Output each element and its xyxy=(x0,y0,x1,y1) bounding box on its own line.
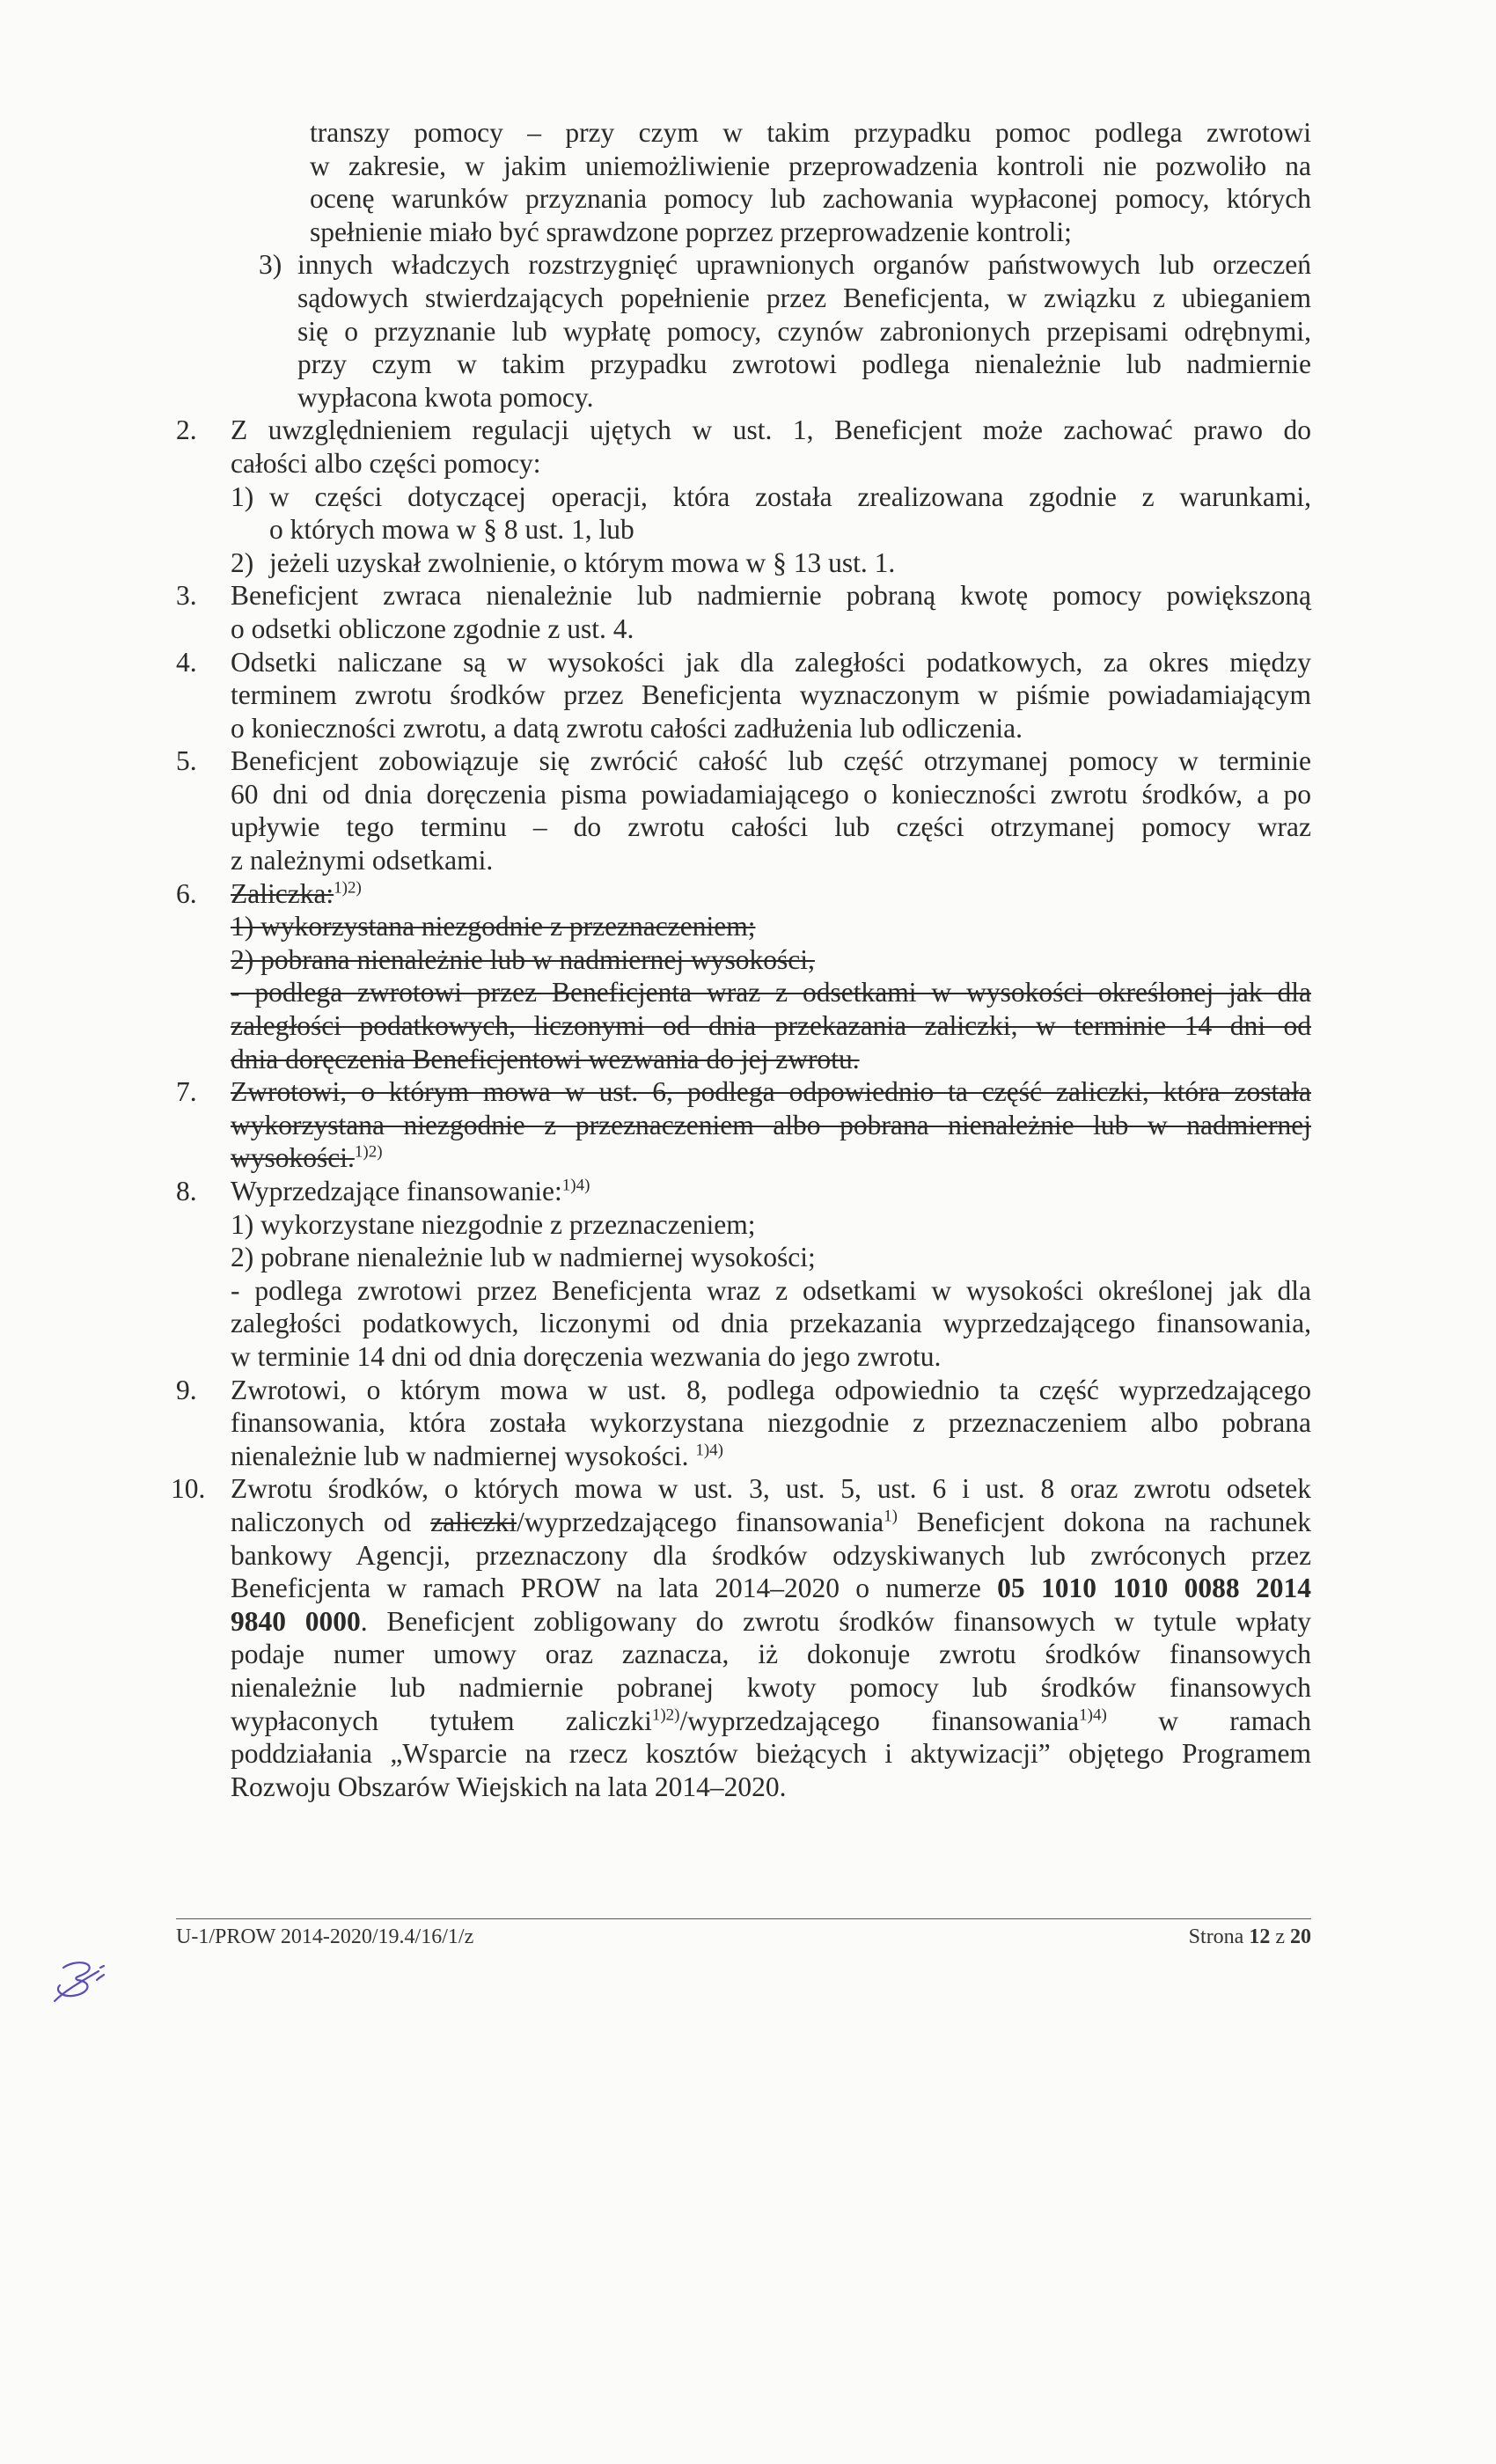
footnote-ref: 1)2) xyxy=(354,1142,383,1162)
handwritten-initials-signature xyxy=(46,1955,125,2008)
struck-text: - podlega zwrotowi przez Beneficjenta wraz z odsetkami w wysokości określonej jak dla xyxy=(231,977,1311,1008)
text-line: o konieczności zwrotu, a datą zwrotu całości zadłużenia lub odliczenia. xyxy=(231,712,1023,744)
struck-title xyxy=(231,877,1311,911)
footnote-ref: 1)2) xyxy=(651,1705,680,1724)
text-line: innych władczych rozstrzygnięć uprawnionych organów państwowych lub orzeczeń xyxy=(297,249,1311,281)
paragraph-9 xyxy=(176,1374,1311,1473)
paragraph-number: 5. xyxy=(176,745,197,777)
paragraph-5 xyxy=(176,744,1311,876)
text-line: w zakresie, w jakim uniemożliwienie przeprowadzenia kontroli nie pozwoliło na xyxy=(310,150,1311,181)
paragraph-title xyxy=(231,1175,1311,1208)
text-line: bankowy Agencji, przeznaczony dla środków odzyskiwanych lub zwróconych przez xyxy=(231,1539,1311,1571)
text-line: Odsetki naliczane są w wysokości jak dla zaległości podatkowych, za okres między xyxy=(231,646,1311,678)
footnote-ref: 1)4) xyxy=(695,1441,724,1460)
text-line: zaległości podatkowych, liczonymi od dnia przekazania wyprzedzającego finansowania, xyxy=(231,1308,1311,1339)
title-text: Wyprzedzające finansowanie: xyxy=(231,1176,562,1206)
subpoint-number: 1) xyxy=(231,480,254,512)
text-line: o odsetki obliczone zgodnie z ust. 4. xyxy=(231,612,634,644)
text-line: całości albo części pomocy: xyxy=(231,447,541,479)
struck-text: wysokości. xyxy=(231,1142,355,1174)
text-line-mixed xyxy=(231,1605,1311,1639)
text-fragment: . Beneficjent zobligowany do zwrotu środków finansowych w tytule wpłaty xyxy=(360,1605,1312,1637)
text-fragment: /wyprzedzającego finansowania xyxy=(517,1506,884,1537)
struck-text: Zaliczka: xyxy=(231,877,334,909)
text-line: przy czym w takim przypadku zwrotowi podlega nienależnie lub nadmiernie xyxy=(297,348,1311,380)
paragraph-number: 7. xyxy=(176,1076,197,1108)
struck-text: Zwrotowi, o którym mowa w ust. 6, podlega odpowiednio ta część zaliczki, która została xyxy=(231,1076,1311,1108)
text-line: Zwrotowi, o którym mowa w ust. 8, podlega odpowiednio ta część wyprzedzającego xyxy=(231,1374,1311,1405)
paragraph-number: 9. xyxy=(176,1374,197,1405)
text-line: wypłacona kwota pomocy. xyxy=(297,381,594,413)
page-current: 12 xyxy=(1249,1925,1271,1948)
text-line: sądowych stwierdzających popełnienie przez Beneficjenta, w związku z ubieganiem xyxy=(297,282,1311,313)
page-prefix: Strona xyxy=(1188,1925,1250,1948)
text-line: Z uwzględnieniem regulacji ujętych w ust. 1, Beneficjent może zachować prawo do xyxy=(231,414,1311,446)
footnote-ref: 1)4) xyxy=(561,1176,590,1195)
text-line: ocenę warunków przyznania pomocy lub zachowania wypłaconej pomocy, których xyxy=(310,183,1311,215)
last-line xyxy=(231,1440,1311,1473)
struck-text: zaliczki xyxy=(430,1506,517,1537)
text-line: poddziałania „Wsparcie na rzecz kosztów bieżących i aktywizacji” objętego Programem xyxy=(231,1738,1311,1770)
text-line: nienależnie lub w nadmiernej wysokości. xyxy=(231,1440,689,1471)
paragraph-number: 10. xyxy=(171,1473,206,1505)
footer-divider xyxy=(176,1918,1311,1919)
paragraph-7-struck xyxy=(176,1075,1311,1175)
paragraph-number: 3. xyxy=(176,580,197,612)
text-line-mixed xyxy=(231,1705,1311,1738)
footnote-ref: 1)2) xyxy=(334,878,362,898)
text-line: podaje numer umowy oraz zaznacza, iż dokonuje zwrotu środków finansowych xyxy=(231,1639,1311,1670)
footnote-ref: 1)4) xyxy=(1079,1705,1107,1724)
paragraph-number: 2. xyxy=(176,414,197,446)
account-number-part2: 9840 0000 xyxy=(231,1605,361,1637)
struck-last-line xyxy=(231,1141,1311,1175)
text-line: się o przyznanie lub wypłatę pomocy, czynów zabronionych przepisami odrębnymi, xyxy=(297,315,1311,347)
paragraph-8 xyxy=(176,1175,1311,1374)
text-line: 1) wykorzystane niezgodnie z przeznaczeniem; xyxy=(231,1208,756,1240)
text-line: upływie tego terminu – do zwrotu całości lub części otrzymanej pomocy wraz xyxy=(231,811,1311,843)
text-line: o których mowa w § 8 ust. 1, lub xyxy=(269,514,634,546)
text-fragment: w ramach xyxy=(1106,1705,1311,1736)
text-line: z należnymi odsetkami. xyxy=(231,845,494,876)
text-line: 2) pobrane nienależnie lub w nadmiernej wysokości; xyxy=(231,1242,816,1273)
paragraph-4 xyxy=(176,646,1311,745)
account-number-part1: 05 1010 1010 0088 2014 xyxy=(997,1573,1312,1604)
document-code: U-1/PROW 2014-2020/19.4/16/1/z xyxy=(176,1925,474,1948)
text-fragment: Beneficjenta w ramach PROW na lata 2014–2020 o numerze xyxy=(231,1573,998,1604)
struck-text: dnia doręczenia Beneficjentowi wezwania do jej zwrotu. xyxy=(231,1043,860,1074)
text-line: terminem zwrotu środków przez Beneficjenta wyznaczonym w piśmie powiadamiającym xyxy=(231,679,1311,711)
text-fragment: /wyprzedzającego finansowania xyxy=(679,1705,1080,1736)
text-line: jeżeli uzyskał zwolnienie, o którym mowa w § 13 ust. 1. xyxy=(269,546,896,578)
subpoint-2 xyxy=(231,546,1311,580)
paragraph-3 xyxy=(176,579,1311,645)
paragraph-10 xyxy=(171,1472,1312,1803)
footnote-ref: 1) xyxy=(884,1507,898,1526)
text-line: 60 dni od dnia doręczenia pisma powiadamiającego o konieczności zwrotu środków, a po xyxy=(231,778,1311,810)
subpoint-number: 2) xyxy=(231,546,254,578)
struck-text: wykorzystana niezgodnie z przeznaczeniem albo pobrana nienależnie lub w nadmiernej xyxy=(231,1109,1311,1140)
paragraph-number: 8. xyxy=(176,1176,197,1206)
struck-text: 1) wykorzystana niezgodnie z przeznaczeniem; xyxy=(231,911,756,942)
text-line: - podlega zwrotowi przez Beneficjenta wraz z odsetkami w wysokości określonej jak dla xyxy=(231,1274,1311,1306)
document-body xyxy=(171,116,1312,1803)
paragraph-2 xyxy=(176,414,1311,579)
text-line: w części dotyczącej operacji, która została zrealizowana zgodnie z warunkami, xyxy=(269,480,1311,512)
struck-text: 2) pobrana nienależnie lub w nadmiernej wysokości, xyxy=(231,943,815,975)
text-line: Beneficjent zwraca nienależnie lub nadmiernie pobraną kwotę pomocy powiększoną xyxy=(231,580,1311,612)
text-line-mixed xyxy=(231,1506,1311,1539)
paragraph-number: 4. xyxy=(176,646,197,678)
text-line: Zwrotu środków, o których mowa w ust. 3, ust. 5, ust. 6 i ust. 8 oraz zwrotu odsetek xyxy=(231,1473,1311,1505)
paragraph-6-struck xyxy=(176,877,1311,1076)
page-total: 20 xyxy=(1290,1925,1311,1948)
subpoint-1 xyxy=(231,480,1311,546)
text-line: Rozwoju Obszarów Wiejskich na lata 2014–2020. xyxy=(231,1771,787,1802)
paragraph-number: 6. xyxy=(176,877,197,909)
text-fragment: naliczonych od xyxy=(231,1506,431,1537)
text-line: Beneficjent zobowiązuje się zwrócić całość lub część otrzymanej pomocy w terminie xyxy=(231,745,1311,777)
text-fragment: wypłaconych tytułem zaliczki xyxy=(231,1705,652,1736)
text-fragment: Beneficjent dokona na rachunek xyxy=(897,1506,1311,1537)
text-line: w terminie 14 dni od dnia doręczenia wezwania do jego zwrotu. xyxy=(231,1340,942,1372)
page-number xyxy=(1189,1925,1311,1949)
subpoint-number: 3) xyxy=(259,249,282,281)
text-line: finansowania, która została wykorzystana niezgodnie z przeznaczeniem albo pobrana xyxy=(231,1407,1311,1439)
continuation-paragraph xyxy=(176,116,1311,248)
text-line: nienależnie lub nadmiernie pobranej kwoty pomocy lub środków finansowych xyxy=(231,1671,1311,1703)
text-line: transzy pomocy – przy czym w takim przypadku pomoc podlega zwrotowi xyxy=(310,117,1311,148)
subpoint-3 xyxy=(259,248,1311,414)
text-line-mixed xyxy=(231,1572,1311,1605)
struck-text: zaległości podatkowych, liczonymi od dnia przekazania zaliczki, w terminie 14 dni od xyxy=(231,1010,1311,1042)
page-mid: z xyxy=(1270,1925,1290,1948)
text-line: spełnienie miało być sprawdzone poprzez przeprowadzenie kontroli; xyxy=(310,216,1072,247)
